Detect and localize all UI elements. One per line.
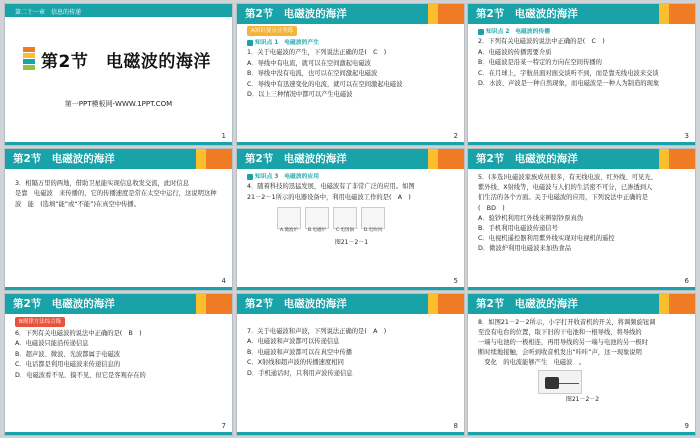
knowledge-point-icon	[478, 29, 484, 35]
page-number: 5	[453, 277, 458, 285]
option-text: C．在月球上，宇航员面对面交谈听不到，而是靠无线电波来交谈	[478, 69, 659, 77]
slide-header: 第2节 电磁波的海洋	[468, 4, 695, 24]
header-accent	[428, 294, 438, 314]
question-text: 21－2－1所示的电器设备中，利用电磁波工作的是( A )	[247, 193, 411, 201]
header-accent	[669, 294, 695, 314]
question-text: 一端与电池的一极相连，再用导线的另一端与电池的另一极时	[478, 339, 649, 346]
induction-cooker-image: B.电磁炉	[305, 207, 329, 229]
header-accent	[438, 149, 464, 169]
slide-thumbnail-3[interactable]	[467, 3, 696, 146]
slide-thumbnail-9[interactable]	[467, 293, 696, 436]
radio-battery-figure	[538, 370, 582, 394]
knowledge-point: 知识点 1 电磁波的产生	[247, 38, 456, 48]
bottom-strip	[5, 432, 232, 435]
question-text: 7．关于电磁波和声波，下列说法正确的是( A )	[247, 328, 387, 335]
header-accent	[669, 149, 695, 169]
slide-thumbnail-4[interactable]	[4, 148, 233, 291]
option-text: C．电视机遥控器利用紫外线实现对电视机的遥控	[478, 235, 615, 243]
knowledge-point: 知识点 2 电磁波的传播	[478, 27, 687, 37]
bottom-strip	[237, 142, 464, 145]
question-text: 6．下列有关电磁波的说法中正确的是( B )	[15, 330, 142, 337]
option-text: A．电磁波和声波都可以传递信息	[247, 338, 340, 346]
question-text: 们生活的各个方面。关于电磁波的应用，下列说法中正确的是	[478, 194, 649, 202]
page-number: 7	[221, 422, 226, 430]
slide-thumbnail-8[interactable]	[236, 293, 465, 436]
answer-text: 变化 的电流能够产生 电磁波 。	[478, 359, 586, 366]
slide-header: 第2节 电磁波的海洋	[237, 149, 464, 169]
header-accent	[196, 149, 206, 169]
option-text: C．导线中有迅速变化的电流，就可以在空间激起电磁波	[247, 80, 403, 88]
slide-thumbnail-6[interactable]	[467, 148, 696, 291]
slide-thumbnail-2[interactable]	[236, 3, 465, 146]
bottom-strip	[468, 287, 695, 290]
header-accent	[196, 294, 206, 314]
knowledge-point-icon	[247, 40, 253, 46]
site-credit: 第一PPT模板网-WWW.1PPT.COM	[64, 100, 173, 108]
header-accent	[206, 294, 232, 314]
option-text: B．手机利用电磁波传递信号	[478, 225, 558, 233]
option-text: B．导线中没有电流，也可以在空间激起电磁波	[247, 70, 378, 78]
option-text: A．导线中有电流，就可以在空间激起电磁波	[247, 59, 371, 67]
question-text: 3．相隔万里的两地，借助卫星能实现信息收发交流，此时信息	[15, 180, 190, 187]
question-text: 波 能 (选填“能”或“不能”)在真空中传播。	[15, 200, 141, 208]
title-accent-bars	[23, 47, 35, 69]
header-accent	[438, 4, 464, 24]
slide-thumbnail-5[interactable]	[236, 148, 465, 291]
hair-dryer-image: D.电吹风	[361, 207, 385, 229]
header-accent	[428, 4, 438, 24]
option-text: B．电磁波和声波都可以在真空中传播	[247, 348, 353, 356]
chapter-label: 第二十一章 信息的传递	[5, 4, 232, 17]
page-number: 8	[453, 422, 458, 430]
bottom-strip	[237, 287, 464, 290]
slide-header: 第2节 电磁波的海洋	[5, 294, 232, 314]
knowledge-point: 知识点 3 电磁波的应用	[247, 172, 456, 182]
question-text: 是靠 电磁波 来传播的，它的传播速度是常在太空中运行，这说明这种	[15, 190, 217, 198]
page-number: 3	[684, 132, 689, 140]
option-text: A．电磁波的传播需要介质	[478, 48, 552, 56]
slide-title: 第2节 电磁波的海洋	[41, 52, 211, 72]
answer-text: ( BD )	[478, 204, 505, 212]
option-text: B．超声波、微波、光波都属于电磁波	[15, 350, 121, 358]
header-accent	[206, 149, 232, 169]
page-number: 4	[221, 277, 226, 285]
appliance-figures	[277, 207, 456, 233]
microwave-image: A.微波炉	[277, 207, 301, 229]
radio-icon	[545, 377, 559, 389]
wire-line	[559, 383, 579, 384]
header-accent	[428, 149, 438, 169]
bottom-strip	[468, 142, 695, 145]
page-number: 9	[684, 422, 689, 430]
header-accent	[438, 294, 464, 314]
page-number: 2	[453, 132, 458, 140]
option-text: A．验钞机利用红外线来辨别钞票真伪	[478, 214, 584, 222]
option-text: D．手机通话时，只利用声波传递信息	[247, 369, 353, 377]
slide-header: 第2节 电磁波的海洋	[237, 4, 464, 24]
bottom-strip	[237, 432, 464, 435]
option-text: D．水波、声波是一种自然现象，而电磁波是一种人为制造的现象	[478, 80, 660, 88]
question-text: 8．如图21－2－2所示，小宇打开收音机的开关，将调频旋钮调	[478, 319, 656, 326]
figure-caption: 图21－2－2	[565, 396, 600, 403]
option-text: C．电话都是利用电磁波来传递信息的	[15, 361, 121, 369]
page-number: 1	[221, 132, 226, 140]
bottom-strip	[5, 142, 232, 145]
page-number: 6	[684, 277, 689, 285]
bottom-strip	[468, 432, 695, 435]
rice-cooker-image: C.电饭锅	[333, 207, 357, 229]
slide-thumbnail-1[interactable]	[4, 3, 233, 146]
option-text: A．电磁波只能沿传递信息	[15, 340, 89, 348]
slide-header: 第2节 电磁波的海洋	[468, 294, 695, 314]
slide-header: 第2节 电磁波的海洋	[237, 294, 464, 314]
question-text: 1．关于电磁波的产生，下列说法正确的是( C )	[247, 49, 387, 57]
question-text: 5．(多选)电磁波家族成员很多，有无线电波、红外线、可见光、	[478, 174, 657, 181]
slide-header: 第2节 电磁波的海洋	[5, 149, 232, 169]
section-tag: B规律方法综合练	[15, 317, 65, 327]
option-text: D．微波炉利用电磁波来加热食品	[478, 245, 572, 253]
header-accent	[659, 149, 669, 169]
question-text: 断时续地接触，会听到收音机发出“咔咔”声，这一现象说明	[478, 349, 642, 356]
question-text: 2．下列有关电磁波的说法中正确的是( C )	[478, 38, 605, 46]
question-text: 紫外线、X射线等，电磁波与人们的生活密不可分，已渗透到人	[478, 184, 653, 192]
option-text: D．以上三种情况中都可以产生电磁波	[247, 91, 353, 99]
question-text: 4．随着科技的迅猛发展，电磁波有了非常广泛的应用。如图	[247, 183, 415, 191]
header-accent	[669, 4, 695, 24]
option-text: C．X射线和超声波的传播速度相同	[247, 359, 344, 367]
bottom-strip	[5, 287, 232, 290]
slide-header: 第2节 电磁波的海洋	[468, 149, 695, 169]
question-text: 至没有电台的位置，取下旧的干电池和一根导线，将导线的	[478, 329, 642, 336]
slide-thumbnail-7[interactable]	[4, 293, 233, 436]
figure-caption: 图21－2－1	[334, 239, 369, 247]
knowledge-point-icon	[247, 174, 253, 180]
header-accent	[659, 294, 669, 314]
section-tag: A知识要点分类练	[247, 26, 297, 36]
option-text: B．电磁波是沿某一特定的方向在空间传播的	[478, 59, 602, 67]
header-accent	[659, 4, 669, 24]
option-text: D．电磁波看不见、摸不见，但它是客观存在的	[15, 371, 146, 379]
